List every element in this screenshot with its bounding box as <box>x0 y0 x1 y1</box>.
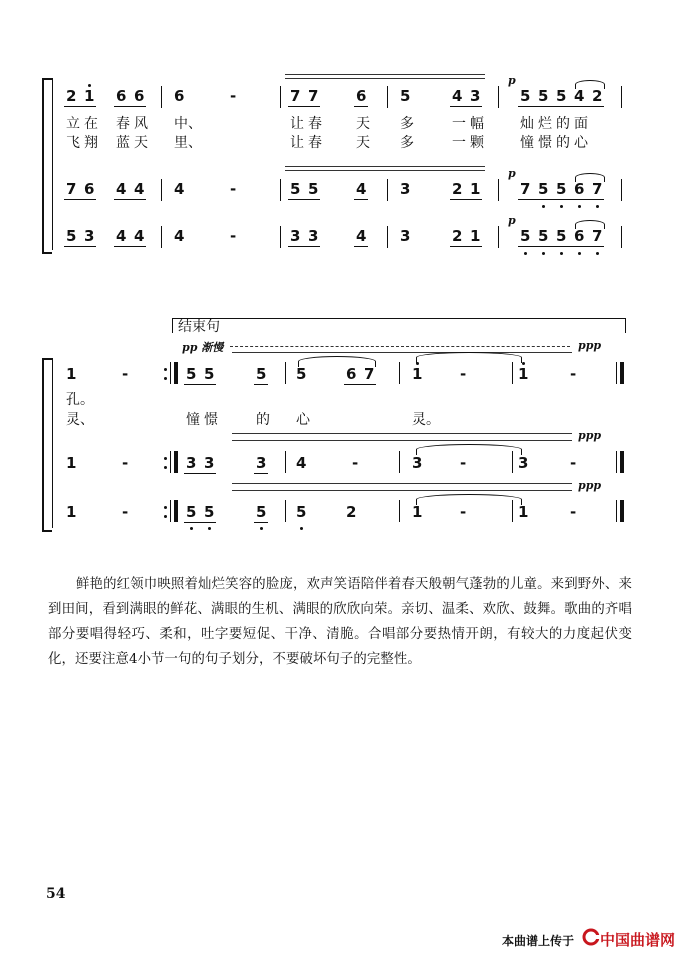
low-octave-dot <box>190 527 193 530</box>
note: 1 <box>470 180 481 198</box>
dash: - <box>570 454 577 472</box>
note: 5 <box>256 365 267 383</box>
tie <box>416 494 522 505</box>
barline <box>285 451 286 473</box>
note: 5 <box>186 365 197 383</box>
repeat-thick-bar <box>174 500 178 522</box>
note: 3 <box>308 227 319 245</box>
repeat-barline <box>170 451 171 473</box>
lyric: 灵。 <box>412 412 440 428</box>
lyric: 的 <box>556 116 570 132</box>
lyric: 里、 <box>174 135 202 151</box>
note: 1 <box>518 503 529 521</box>
low-octave-dot <box>300 527 303 530</box>
barline <box>399 362 400 384</box>
note: 3 <box>518 454 529 472</box>
final-thick-bar <box>620 362 624 384</box>
tempo-marking: pp 渐慢 <box>182 341 224 354</box>
note-underline <box>254 384 268 385</box>
repeat-barline <box>170 362 171 384</box>
note-underline <box>114 199 146 200</box>
note: 3 <box>84 227 95 245</box>
note-underline <box>288 199 320 200</box>
note: 5 <box>296 503 307 521</box>
note: 7 <box>364 365 375 383</box>
lyric: 立 <box>66 116 80 132</box>
note: 1 <box>66 365 77 383</box>
dash: - <box>230 227 237 245</box>
lyric: 让 <box>290 116 304 132</box>
barline <box>387 179 388 201</box>
note-underline <box>288 106 320 107</box>
note: 6 <box>574 227 585 245</box>
system-start-barline <box>52 358 53 528</box>
note: 4 <box>452 87 463 105</box>
note-underline <box>184 473 216 474</box>
repeat-thick-bar <box>174 362 178 384</box>
dash: - <box>230 87 237 105</box>
note-underline <box>64 246 96 247</box>
low-octave-dot <box>560 205 563 208</box>
crescendo-hairpin <box>285 170 485 171</box>
note: 4 <box>296 454 307 472</box>
slur <box>575 173 605 182</box>
lyric: 多 <box>400 116 414 132</box>
barline <box>621 86 622 108</box>
lyric: 的 <box>256 412 270 428</box>
barline <box>399 451 400 473</box>
lyric: 灵、 <box>66 412 94 428</box>
lyric: 幅 <box>470 116 484 132</box>
note: 6 <box>356 87 367 105</box>
lyric: 天 <box>356 135 370 151</box>
note: 4 <box>174 180 185 198</box>
note-underline <box>288 246 320 247</box>
note: 6 <box>574 180 585 198</box>
note: 5 <box>556 180 567 198</box>
note: 7 <box>290 87 301 105</box>
note: 4 <box>574 87 585 105</box>
note: 5 <box>538 87 549 105</box>
note: 4 <box>356 180 367 198</box>
barline <box>280 86 281 108</box>
note: 3 <box>400 180 411 198</box>
note-underline <box>184 384 216 385</box>
low-octave-dot <box>560 252 563 255</box>
diminuendo-hairpin <box>232 352 572 353</box>
tie <box>416 352 522 363</box>
dynamic-ppp: ppp <box>578 479 602 492</box>
lyric: 心 <box>574 135 588 151</box>
note: 3 <box>400 227 411 245</box>
note-underline <box>354 106 368 107</box>
note: 5 <box>520 87 531 105</box>
note: 3 <box>412 454 423 472</box>
repeat-dot <box>164 515 167 518</box>
lyric: 让 <box>290 135 304 151</box>
barline <box>498 86 499 108</box>
note: 4 <box>134 227 145 245</box>
note: 5 <box>204 503 215 521</box>
note-underline <box>64 199 96 200</box>
note: 1 <box>518 365 529 383</box>
lyric: 天 <box>356 116 370 132</box>
note-underline <box>184 522 216 523</box>
rit-line <box>230 346 570 347</box>
lyric: 在 <box>84 116 98 132</box>
slur <box>575 220 605 229</box>
note: 4 <box>116 227 127 245</box>
lyric: 的 <box>556 135 570 151</box>
note: 7 <box>520 180 531 198</box>
diminuendo-hairpin <box>232 433 572 434</box>
barline <box>387 86 388 108</box>
note: 2 <box>452 227 463 245</box>
note-underline <box>64 106 96 107</box>
lyric: 春 <box>116 116 130 132</box>
note: 6 <box>84 180 95 198</box>
repeat-dot <box>164 368 167 371</box>
note-underline <box>518 106 604 107</box>
repeat-barline <box>170 500 171 522</box>
footer-site-name[interactable]: 中国曲谱网 <box>600 931 676 949</box>
system-brace <box>42 78 52 254</box>
note: 3 <box>256 454 267 472</box>
dash: - <box>352 454 359 472</box>
note: 5 <box>204 365 215 383</box>
note-underline <box>114 106 146 107</box>
barline <box>387 226 388 248</box>
description-paragraph: 鲜艳的红领巾映照着灿烂笑容的脸庞，欢声笑语陪伴着春天般朝气蓬勃的儿童。来到野外、来到田间，看到满眼的鲜花、满眼的生机、满眼的欣欣向荣。亲切、温柔、欢欣、鼓舞。歌曲的齐唱部分要唱得轻巧、柔和，吐字要短促、干净、清脆。合唱部分要热情开朗，有较大的力度起伏变化，还要注意4小节一句的句子划分，不要破坏句子的完整性。 <box>48 577 632 667</box>
barline <box>399 500 400 522</box>
final-barline <box>616 362 617 384</box>
low-octave-dot <box>596 205 599 208</box>
barline <box>161 179 162 201</box>
note-underline <box>254 522 268 523</box>
lyric: 一 <box>452 116 466 132</box>
final-barline <box>616 451 617 473</box>
note-underline <box>450 106 482 107</box>
note-underline <box>518 199 604 200</box>
barline <box>161 226 162 248</box>
lyric: 风 <box>134 116 148 132</box>
dynamic-p: p <box>508 214 516 227</box>
ending-box <box>172 318 626 333</box>
note: 5 <box>186 503 197 521</box>
note: 2 <box>592 87 603 105</box>
note: 5 <box>296 365 307 383</box>
crescendo-hairpin <box>285 166 485 167</box>
system-brace <box>42 358 52 532</box>
system-start-barline <box>52 78 53 250</box>
barline <box>285 500 286 522</box>
note: 4 <box>356 227 367 245</box>
dynamic-ppp: ppp <box>578 339 602 352</box>
note: 3 <box>290 227 301 245</box>
diminuendo-hairpin <box>232 483 572 484</box>
barline <box>285 362 286 384</box>
page-number: 54 <box>46 886 66 902</box>
low-octave-dot <box>578 205 581 208</box>
barline <box>621 226 622 248</box>
lyric: 飞 <box>66 135 80 151</box>
note: 4 <box>174 227 185 245</box>
final-barline <box>616 500 617 522</box>
note-underline <box>254 473 268 474</box>
dynamic-ppp: ppp <box>578 429 602 442</box>
dash: - <box>460 454 467 472</box>
note: 7 <box>66 180 77 198</box>
lyric: 春 <box>308 116 322 132</box>
crescendo-hairpin <box>285 78 485 79</box>
note: 4 <box>134 180 145 198</box>
footer-upload-text: 本曲谱上传于 <box>502 934 575 948</box>
site-logo-icon <box>582 928 600 946</box>
note: 7 <box>592 180 603 198</box>
note-underline <box>114 246 146 247</box>
low-octave-dot <box>260 527 263 530</box>
ending-label: 结束句 <box>178 319 220 335</box>
low-octave-dot <box>542 252 545 255</box>
note: 6 <box>116 87 127 105</box>
note: 3 <box>186 454 197 472</box>
dash: - <box>570 365 577 383</box>
dynamic-p: p <box>508 74 516 87</box>
note: 2 <box>452 180 463 198</box>
lyric: 春 <box>308 135 322 151</box>
dash: - <box>570 503 577 521</box>
final-thick-bar <box>620 451 624 473</box>
barline <box>280 226 281 248</box>
note: 5 <box>520 227 531 245</box>
lyric: 憧 <box>186 412 200 428</box>
lyric: 翔 <box>84 135 98 151</box>
high-octave-dot <box>522 362 525 365</box>
lyric: 多 <box>400 135 414 151</box>
note-underline <box>450 199 482 200</box>
note: 2 <box>346 503 357 521</box>
note: 1 <box>66 503 77 521</box>
note: 5 <box>556 87 567 105</box>
final-thick-bar <box>620 500 624 522</box>
lyric: 孔。 <box>66 392 94 408</box>
note: 5 <box>538 227 549 245</box>
note: 1 <box>66 454 77 472</box>
diminuendo-hairpin <box>232 490 572 491</box>
barline <box>498 226 499 248</box>
note-underline <box>344 384 376 385</box>
dash: - <box>460 503 467 521</box>
note: 2 <box>66 87 77 105</box>
low-octave-dot <box>208 527 211 530</box>
note: 1 <box>470 227 481 245</box>
note: 6 <box>174 87 185 105</box>
note: 5 <box>538 180 549 198</box>
note-underline <box>518 246 604 247</box>
dash: - <box>122 454 129 472</box>
barline <box>512 362 513 384</box>
lyric: 天 <box>134 135 148 151</box>
note: 5 <box>308 180 319 198</box>
slur <box>575 80 605 89</box>
diminuendo-hairpin <box>232 440 572 441</box>
lyric: 颗 <box>470 135 484 151</box>
note: 5 <box>256 503 267 521</box>
low-octave-dot <box>596 252 599 255</box>
note-underline <box>354 246 368 247</box>
lyric: 憬 <box>204 412 218 428</box>
repeat-thick-bar <box>174 451 178 473</box>
lyric: 心 <box>296 412 310 428</box>
repeat-dot <box>164 457 167 460</box>
note: 1 <box>412 365 423 383</box>
note-underline <box>450 246 482 247</box>
note: 3 <box>204 454 215 472</box>
barline <box>621 179 622 201</box>
note: 1 <box>84 87 95 105</box>
note: 6 <box>134 87 145 105</box>
barline <box>498 179 499 201</box>
dash: - <box>460 365 467 383</box>
note-underline <box>354 199 368 200</box>
note: 1 <box>412 503 423 521</box>
lyric: 中、 <box>174 116 202 132</box>
crescendo-hairpin <box>285 74 485 75</box>
low-octave-dot <box>578 252 581 255</box>
note: 5 <box>400 87 411 105</box>
barline <box>280 179 281 201</box>
note: 5 <box>290 180 301 198</box>
slur <box>298 356 376 367</box>
dash: - <box>122 365 129 383</box>
lyric: 蓝 <box>116 135 130 151</box>
note: 7 <box>592 227 603 245</box>
note: 6 <box>346 365 357 383</box>
dynamic-p: p <box>508 167 516 180</box>
note: 3 <box>470 87 481 105</box>
note: 5 <box>556 227 567 245</box>
low-octave-dot <box>542 205 545 208</box>
note: 4 <box>116 180 127 198</box>
note: 7 <box>308 87 319 105</box>
lyric: 憧 <box>520 135 534 151</box>
low-octave-dot <box>524 252 527 255</box>
dash: - <box>230 180 237 198</box>
lyric: 一 <box>452 135 466 151</box>
tie <box>416 444 522 455</box>
note: 5 <box>66 227 77 245</box>
lyric: 灿 <box>520 116 534 132</box>
repeat-dot <box>164 466 167 469</box>
lyric: 面 <box>574 116 588 132</box>
barline <box>161 86 162 108</box>
repeat-dot <box>164 377 167 380</box>
repeat-dot <box>164 506 167 509</box>
lyric: 憬 <box>538 135 552 151</box>
high-octave-dot <box>88 84 91 87</box>
dash: - <box>122 503 129 521</box>
lyric: 烂 <box>538 116 552 132</box>
